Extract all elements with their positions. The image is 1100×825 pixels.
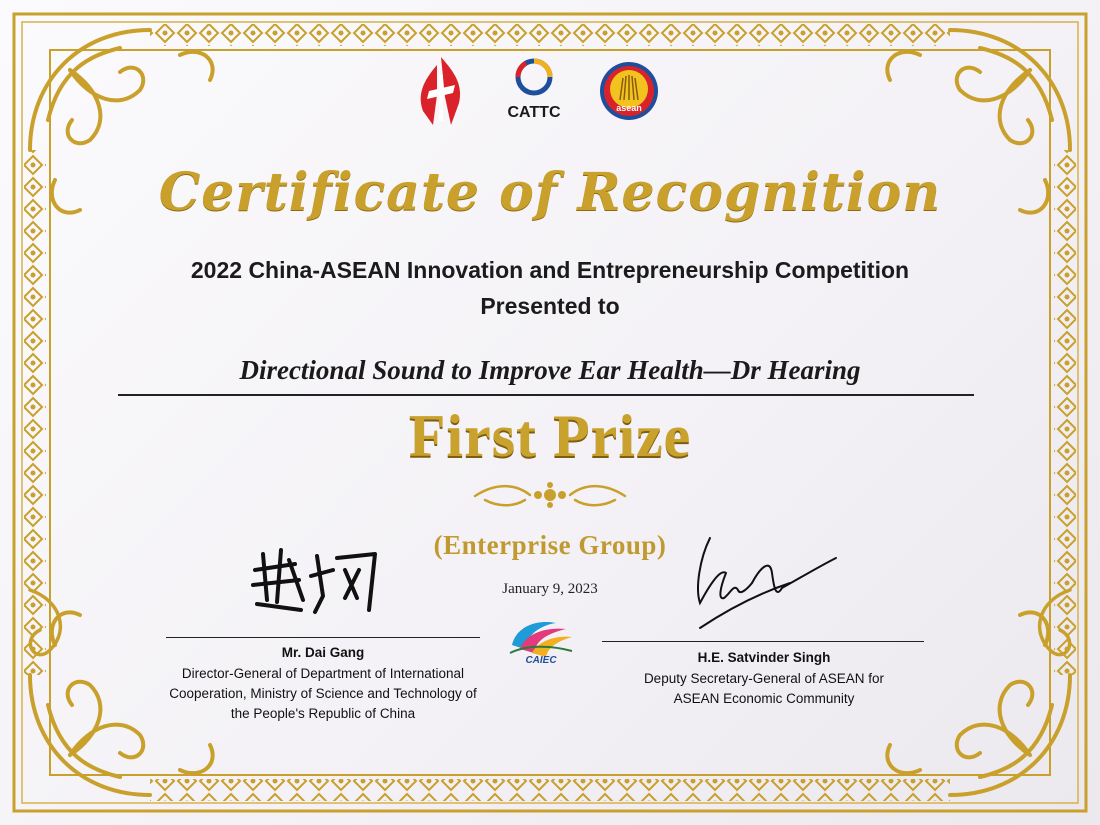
right-signatory-title-line: Deputy Secretary-General of ASEAN for bbox=[643, 671, 885, 686]
red-emblem-logo bbox=[415, 55, 467, 127]
left-signatory-title bbox=[148, 664, 498, 724]
right-signatory-name: H.E. Satvinder Singh bbox=[697, 650, 831, 665]
prize-category: (Enterprise Group) bbox=[433, 530, 667, 560]
left-signatory bbox=[148, 645, 498, 724]
prize-flourish-ornament bbox=[470, 478, 630, 512]
caiec-label: CAIEC bbox=[525, 655, 557, 666]
competition-name: 2022 China-ASEAN Innovation and Entrepreneurship Competition bbox=[190, 257, 910, 283]
right-signature-line bbox=[602, 641, 924, 642]
asean-label: asean bbox=[616, 103, 642, 113]
left-signatory-title-line: Director-General of Department of International bbox=[181, 666, 465, 681]
right-signatory-title-line: ASEAN Economic Community bbox=[673, 691, 855, 706]
asean-logo bbox=[598, 60, 660, 122]
right-signatory-title bbox=[605, 669, 923, 709]
cattc-logo bbox=[498, 55, 570, 129]
signature-satvinder-singh bbox=[690, 528, 840, 638]
left-signatory-title-line: Cooperation, Ministry of Science and Technology of bbox=[169, 686, 477, 701]
left-signature-line bbox=[166, 637, 480, 638]
recipient-name: Directional Sound to Improve Ear Health—Dr Hearing bbox=[239, 355, 861, 385]
award-date: January 9, 2023 bbox=[502, 581, 598, 597]
left-signatory-title-line: the People's Republic of China bbox=[230, 706, 416, 721]
right-signatory bbox=[605, 650, 923, 709]
left-signatory-name: Mr. Dai Gang bbox=[281, 645, 365, 660]
recipient-underline bbox=[118, 394, 974, 396]
cattc-ring-icon bbox=[512, 55, 556, 99]
caiec-logo bbox=[506, 615, 576, 673]
prize-title: First Prize bbox=[408, 403, 692, 469]
presented-to-label: Presented to bbox=[480, 293, 620, 319]
certificate-title: Certificate of Recognition bbox=[158, 162, 942, 223]
signature-dai-gang bbox=[245, 540, 385, 620]
cattc-label: CATTC bbox=[507, 104, 561, 121]
